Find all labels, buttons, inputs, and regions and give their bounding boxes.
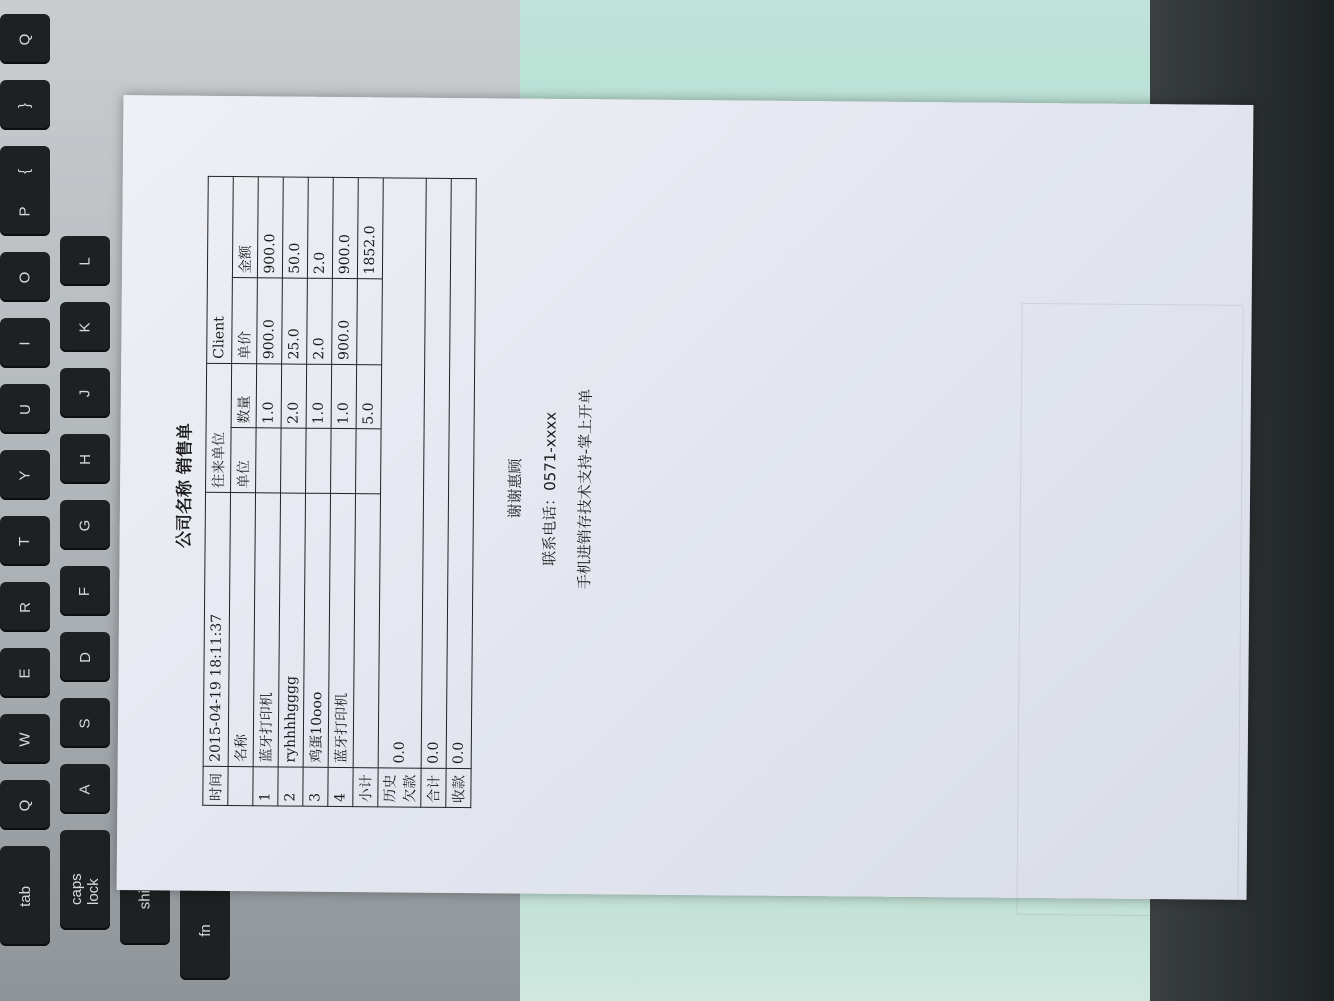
row-unit — [256, 428, 282, 493]
partner-value: Client — [207, 176, 234, 363]
subtotal-amount: 1852.0 — [357, 178, 383, 279]
key-o: O — [0, 252, 50, 302]
key-a: A — [60, 764, 110, 814]
key-g: G — [60, 500, 110, 550]
row-price: 900.0 — [257, 278, 283, 364]
row-price: 900.0 — [332, 279, 358, 365]
col-amount: 金额 — [232, 177, 258, 278]
row-qty: 2.0 — [281, 364, 307, 429]
received-value: 0.0 — [446, 178, 476, 768]
key-d: D — [60, 632, 110, 682]
key-p: P — [0, 186, 50, 236]
row-qty: 1.0 — [331, 364, 357, 429]
key-l: L — [60, 236, 110, 286]
key-r: R — [0, 582, 50, 632]
key-tab: tab — [0, 846, 50, 946]
history-debt-value: 0.0 — [378, 178, 426, 768]
thanks-text: 谢谢惠顾 — [505, 458, 525, 519]
time-label: 时间 — [203, 766, 228, 805]
key-u: U — [0, 384, 50, 434]
total-label: 合计 — [421, 768, 446, 807]
history-debt-row — [378, 178, 426, 807]
support-text: 手机进销存技术支持-掌上开单 — [575, 388, 595, 590]
history-debt-label: 历史欠款 — [378, 768, 421, 807]
row-name: ryhhhhgggg — [278, 493, 305, 767]
row-unit — [306, 429, 332, 494]
row-amount: 900.0 — [332, 177, 358, 278]
row-name: 鸡蛋10ooo — [303, 493, 330, 767]
row-qty: 1.0 — [306, 364, 332, 429]
row-name: 蓝牙打印机 — [253, 493, 280, 767]
bleed-through-grid — [1016, 303, 1243, 917]
key: { — [0, 146, 50, 196]
key-e: E — [0, 648, 50, 698]
partner-label: 往来单位 — [206, 363, 232, 492]
key-s: S — [60, 698, 110, 748]
received-label: 收款 — [446, 768, 471, 807]
key-q: Q — [0, 780, 50, 830]
key-i: I — [0, 318, 50, 368]
receipt-title: 公司名称 销售单 — [174, 423, 196, 549]
receipt-table — [202, 176, 476, 808]
key-fn: fn — [180, 880, 230, 980]
row-amount: 50.0 — [282, 177, 308, 278]
row-no: 1 — [253, 767, 278, 806]
subtotal-qty: 5.0 — [356, 365, 382, 430]
col-name: 名称 — [228, 493, 255, 767]
row-amount: 900.0 — [257, 177, 283, 278]
row-no: 3 — [303, 767, 328, 806]
sales-receipt — [167, 166, 598, 810]
time-value: 2015-04-19 18:11:37 — [203, 492, 230, 766]
row-unit — [281, 428, 307, 493]
phone-text: 联系电话：0571-xxxx — [540, 411, 560, 566]
row-qty: 1.0 — [256, 364, 282, 429]
row-price: 25.0 — [282, 278, 308, 364]
key: } — [0, 80, 50, 130]
key: Q — [0, 14, 50, 64]
row-no: 2 — [278, 767, 303, 806]
row-no: 4 — [328, 767, 353, 806]
subtotal-label: 小计 — [353, 768, 378, 807]
col-qty: 数量 — [231, 363, 257, 428]
row-price: 2.0 — [307, 278, 333, 364]
row-amount: 2.0 — [307, 177, 333, 278]
key-y: Y — [0, 450, 50, 500]
key-k: K — [60, 302, 110, 352]
key-j: J — [60, 368, 110, 418]
key-t: T — [0, 516, 50, 566]
key-f: F — [60, 566, 110, 616]
col-price: 单价 — [232, 278, 258, 364]
receipt-paper — [117, 95, 1254, 900]
row-unit — [331, 429, 357, 494]
row-name: 蓝牙打印机 — [328, 493, 355, 767]
key-h: H — [60, 434, 110, 484]
col-unit: 单位 — [231, 428, 257, 493]
key-w: W — [0, 714, 50, 764]
key-shift: shift — [120, 845, 170, 945]
total-value: 0.0 — [421, 178, 451, 768]
key-caps-lock: caps lock — [60, 830, 110, 930]
